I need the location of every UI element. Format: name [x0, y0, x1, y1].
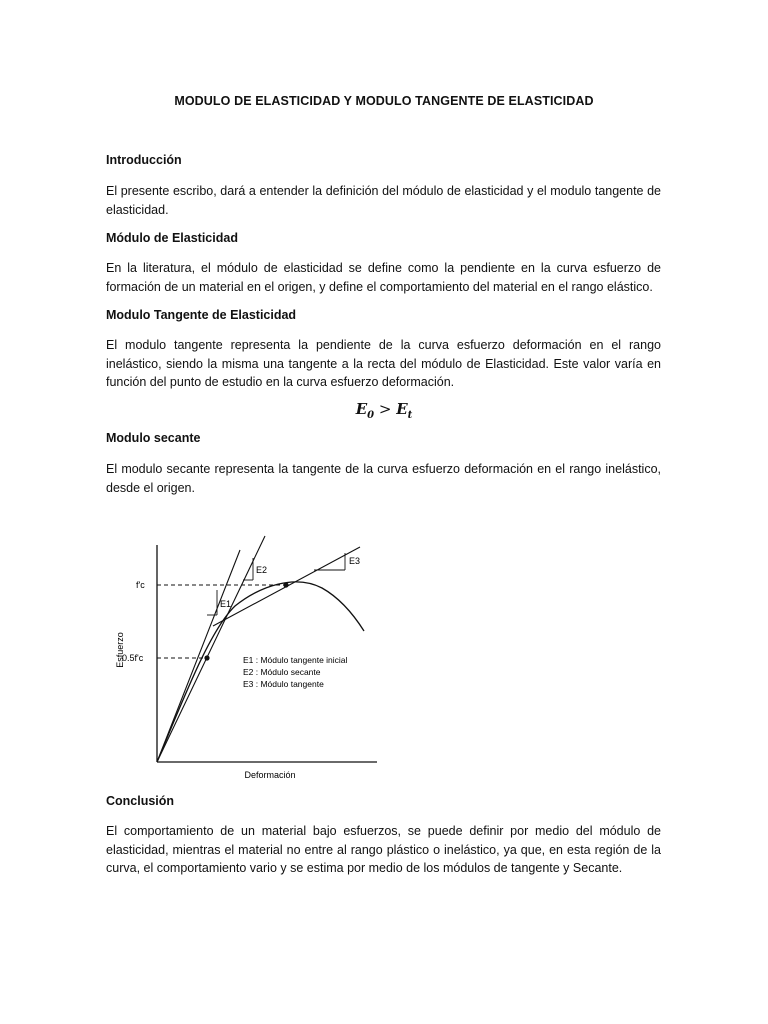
- paragraph-modulo-tangente: El modulo tangente representa la pendiente de la curva esfuerzo deformación en el rango inelástico, siendo la misma una tangente a la recta del módulo de Elasticidad. Este valor varía en función del punto de estudio en la curva esfuerzo deformación.: [106, 338, 661, 389]
- tri-label-e3: E3: [349, 556, 361, 566]
- formula-e0-gt-et: [0, 400, 768, 421]
- heading-conclusion: Conclusión: [106, 794, 175, 808]
- legend-item-e2: E2 : Módulo secante: [243, 667, 321, 677]
- formula-left-var: E: [355, 400, 368, 418]
- stress-strain-figure: [100, 530, 400, 780]
- tri-label-e1: E1: [220, 599, 232, 609]
- tri-label-e2: E2: [256, 565, 268, 575]
- secant-line: [157, 536, 268, 762]
- heading-modulo-elasticidad: Módulo de Elasticidad: [106, 231, 238, 245]
- paragraph-modulo-secante: El modulo secante representa la tangente de la curva esfuerzo deformación en el rango inelástico, desde el origen.: [106, 462, 661, 495]
- page-title: MODULO DE ELASTICIDAD Y MODULO TANGENTE DE ELASTICIDAD: [174, 94, 594, 108]
- paragraph-modulo-elasticidad: En la literatura, el módulo de elasticidad se define como la pendiente en la curva esfuerzo de formación de un material en el origen, y define el comportamiento del material en el rango elástico.: [106, 261, 661, 294]
- y-axis-label: Esfuerzo: [115, 632, 125, 668]
- legend-item-e1: E1 : Módulo tangente inicial: [243, 655, 348, 665]
- tick-fc: f'c: [136, 580, 145, 590]
- formula-right-sub: t: [407, 410, 413, 421]
- tick-half-fc: 0.5f'c: [122, 653, 144, 663]
- heading-modulo-tangente: Modulo Tangente de Elasticidad: [106, 308, 297, 322]
- tangent-point: [283, 582, 288, 587]
- formula-right-var: E: [396, 400, 408, 418]
- legend-item-e3: E3 : Módulo tangente: [243, 679, 324, 689]
- paragraph-introduccion: El presente escribo, dará a entender la definición del módulo de elasticidad y el modulo tangente de elasticidad.: [106, 184, 661, 217]
- paragraph-conclusion: El comportamiento de un material bajo esfuerzos, se puede definir por medio del módulo de elasticidad, mientras el material no entre al rango plástico o inelástico, ya que, en esta región de la curva, el comportamiento vario y se estima por medio de los módulos de tangente y Secante.: [106, 824, 661, 875]
- heading-introduccion: Introducción: [106, 153, 182, 167]
- heading-modulo-secante: Modulo secante: [106, 431, 201, 445]
- x-axis-label: Deformación: [244, 770, 296, 780]
- initial-tangent-line: [157, 550, 240, 762]
- formula-left-sub: 0: [367, 410, 375, 421]
- half-fc-point: [204, 655, 209, 660]
- formula-operator: >: [378, 400, 392, 418]
